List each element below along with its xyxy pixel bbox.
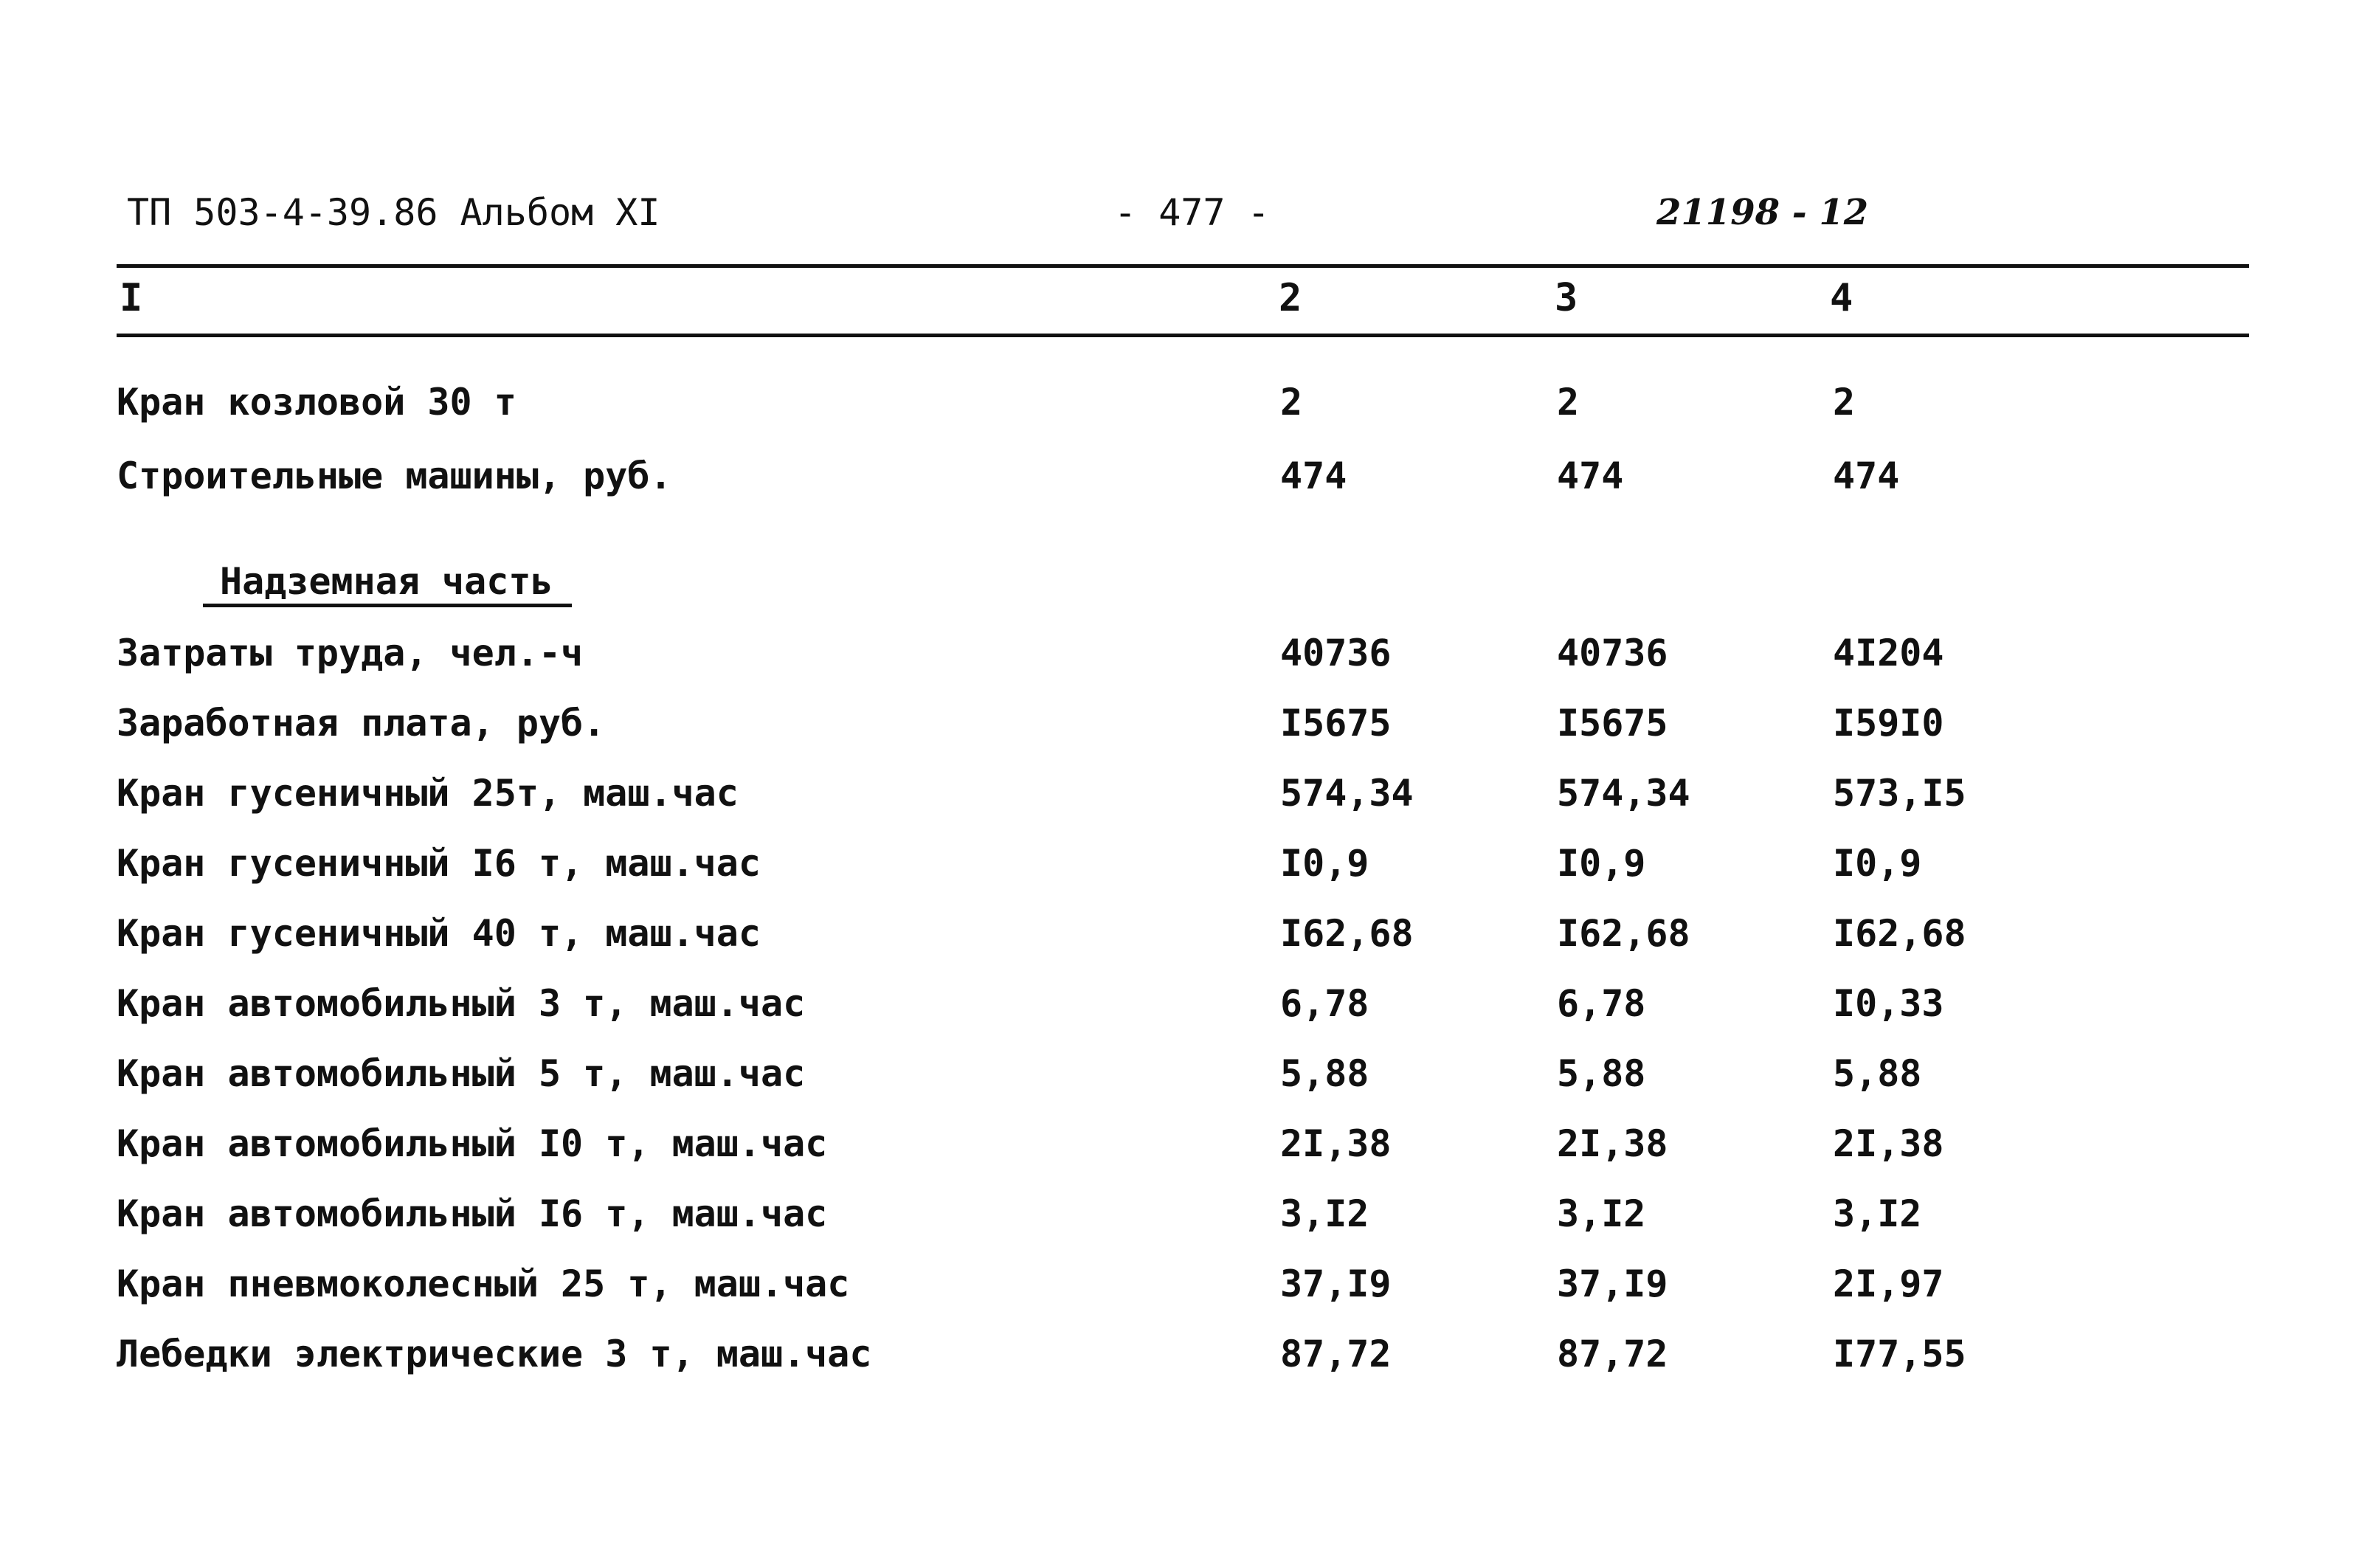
row-value-col3: 37,I9: [1557, 1263, 1668, 1305]
table-row: [0, 1181, 2353, 1247]
column-header-4: 4: [1830, 276, 1853, 320]
row-value-col4: I77,55: [1833, 1333, 1966, 1375]
row-value-col2: I62,68: [1280, 912, 1414, 955]
row-value-col2: 40736: [1280, 632, 1392, 674]
row-value-col4: I59I0: [1833, 702, 1944, 745]
row-value-col2: 474: [1280, 455, 1347, 497]
row-value-col2: 3,I2: [1280, 1192, 1369, 1235]
table-row: [0, 1111, 2353, 1177]
section-title: Надземная часть: [220, 560, 553, 603]
table-row: [0, 620, 2353, 686]
row-value-col4: 2I,38: [1833, 1122, 1944, 1165]
table-row: [0, 1251, 2353, 1317]
row-value-col3: 574,34: [1557, 772, 1690, 815]
table-row: [0, 900, 2353, 967]
row-value-col3: I62,68: [1557, 912, 1690, 955]
row-label: Кран гусеничный I6 т, маш.час: [117, 842, 761, 885]
table-row: [0, 760, 2353, 826]
row-label: Кран автомобильный 5 т, маш.час: [117, 1052, 806, 1095]
row-label: Кран автомобильный I6 т, маш.час: [117, 1192, 828, 1235]
row-value-col2: 2I,38: [1280, 1122, 1392, 1165]
document-code: ТП 503-4-39.86 Альбом XI: [127, 191, 660, 234]
row-value-col4: I0,33: [1833, 982, 1944, 1025]
row-value-col2: 87,72: [1280, 1333, 1392, 1375]
inventory-number: 21198 - 12: [1656, 192, 1869, 233]
row-label: Строительные машины, руб.: [117, 455, 672, 497]
row-value-col2: 5,88: [1280, 1052, 1369, 1095]
row-value-col3: 6,78: [1557, 982, 1646, 1025]
table-row: [0, 690, 2353, 756]
table-header-rule: [117, 334, 2249, 337]
column-header-1: I: [120, 276, 143, 320]
row-value-col4: I62,68: [1833, 912, 1966, 955]
table-row: [0, 443, 2353, 509]
row-value-col3: 2I,38: [1557, 1122, 1668, 1165]
table-row: [0, 1040, 2353, 1107]
row-value-col3: 474: [1557, 455, 1624, 497]
row-value-col3: I5675: [1557, 702, 1668, 745]
row-value-col4: 474: [1833, 455, 1900, 497]
row-value-col2: 37,I9: [1280, 1263, 1392, 1305]
table-row: [0, 369, 2353, 435]
row-value-col2: I0,9: [1280, 842, 1369, 885]
row-value-col2: 574,34: [1280, 772, 1414, 815]
row-label: Лебедки электрические 3 т, маш.час: [117, 1333, 872, 1375]
column-header-3: 3: [1555, 276, 1578, 320]
row-label: Кран автомобильный I0 т, маш.час: [117, 1122, 828, 1165]
row-label: Кран автомобильный 3 т, маш.час: [117, 982, 806, 1025]
row-value-col4: I0,9: [1833, 842, 1922, 885]
row-label: Заработная плата, руб.: [117, 702, 606, 745]
row-value-col3: 40736: [1557, 632, 1668, 674]
row-value-col3: 2: [1557, 381, 1580, 424]
row-value-col3: 3,I2: [1557, 1192, 1646, 1235]
table-top-rule: [117, 264, 2249, 268]
row-value-col4: 4I204: [1833, 632, 1944, 674]
row-value-col4: 3,I2: [1833, 1192, 1922, 1235]
table-row: [0, 970, 2353, 1037]
table-row: [0, 830, 2353, 897]
row-value-col4: 2: [1833, 381, 1856, 424]
page-number: - 477 -: [1114, 191, 1270, 234]
column-header-2: 2: [1279, 276, 1302, 320]
row-value-col3: I0,9: [1557, 842, 1646, 885]
row-label: Кран козловой 30 т: [117, 381, 516, 424]
row-label: Затраты труда, чел.-ч: [117, 632, 584, 674]
row-label: Кран гусеничный 25т, маш.час: [117, 772, 739, 815]
row-label: Кран пневмоколесный 25 т, маш.час: [117, 1263, 850, 1305]
row-label: Кран гусеничный 40 т, маш.час: [117, 912, 761, 955]
section-title-underline: [203, 604, 572, 607]
row-value-col4: 2I,97: [1833, 1263, 1944, 1305]
row-value-col2: I5675: [1280, 702, 1392, 745]
row-value-col3: 5,88: [1557, 1052, 1646, 1095]
row-value-col4: 5,88: [1833, 1052, 1922, 1095]
row-value-col3: 87,72: [1557, 1333, 1668, 1375]
table-row: [0, 1321, 2353, 1387]
row-value-col2: 2: [1280, 381, 1303, 424]
row-value-col4: 573,I5: [1833, 772, 1966, 815]
row-value-col2: 6,78: [1280, 982, 1369, 1025]
